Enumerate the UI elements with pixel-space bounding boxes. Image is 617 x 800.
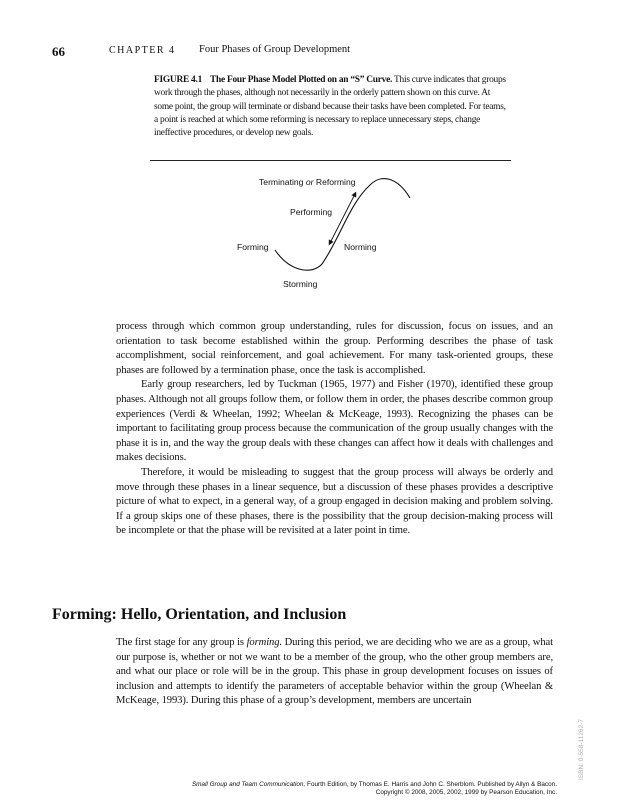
terminating-reforming-label: Terminating or Reforming <box>259 177 356 187</box>
section-body <box>116 636 553 709</box>
paragraph: The first stage for any group is forming. During this period, we are deciding who we are as a group, what our purpose is, whether or not we want to be a member of the group, who the other group members are, and what our place or role will be in the group. This phase in group development focuses on issues of inclusion and attempts to identify the parameters of acceptable behavior within the group (Wheelan & McKeage, 1993). During this phase of a group’s development, members are uncertain <box>116 637 553 707</box>
running-header <box>52 44 572 60</box>
performing-label: Performing <box>290 207 333 217</box>
figure-caption-text: This curve indicates that groups work through the phases, although not necessarily in the orderly pattern shown on this curve. At some point, the group will terminate or disband because their tasks have been completed. For teams, a point is reached at which some reforming is necessary to replace unnecessary steps, change ineffective procedures, or develop new goals. <box>154 75 506 139</box>
figure-caption-label: FIGURE 4.1 The Four Phase Model Plotted on an “S” Curve. <box>154 75 393 85</box>
s-curve-line <box>275 179 410 271</box>
emphasis-term: forming. <box>246 637 282 648</box>
s-curve-figure <box>150 168 511 298</box>
page-number: 66 <box>52 44 65 59</box>
page-footer: Small Group and Team Communication, Fourth Edition, by Thomas E. Harris and John C. Sherblom. Published by Allyn & Bacon. Copyright © 2008, 2005, 2002, 1999 by Pearson Education, Inc. <box>191 781 557 796</box>
figure-caption-title: The Four Phase Model Plotted on an “S” Curve. <box>210 75 393 85</box>
forming-label: Forming <box>237 242 269 252</box>
footer-book-title: Small Group and Team Communication, <box>191 781 306 788</box>
paragraph: process through which common group understanding, rules for discussion, focus on issues, and an orientation to task become established within the group. Performing describes the phase of task accomplishment, social reinforcement, and goal achievement. For many task-oriented groups, these phases are followed by a termination phase, once the task is accomplished. <box>116 321 553 376</box>
footer-copyright: Copyright © 2008, 2005, 2002, 1999 by Pearson Education, Inc. <box>375 789 557 796</box>
reforming-arrow <box>330 194 355 243</box>
storming-label: Storming <box>283 279 318 289</box>
isbn-side-text: ISBN: 0-558-11262-7 <box>578 719 585 780</box>
chapter-title: Four Phases of Group Development <box>199 44 351 55</box>
section-heading: Forming: Hello, Orientation, and Inclusion <box>52 606 347 623</box>
paragraph: Early group researchers, led by Tuckman (1965, 1977) and Fisher (1970), identified these group phases. Although not all groups follow them, or follow them in order, the phases describe common group experiences (Verdi & Wheelan, 1992; Wheelan & McKeage, 1993). Recognizing the phases can be important to facilitating group process because the communication of the group usually changes with the phase it is in, and the way the group deals with these changes can affect how it deals with challenges and makes decisions. <box>116 379 553 464</box>
norming-label: Norming <box>344 242 377 252</box>
figure-divider <box>150 160 511 161</box>
body-text <box>116 320 553 539</box>
paragraph: Therefore, it would be misleading to suggest that the group process will always be orderly and move through these phases in a linear sequence, but a discussion of these phases provides a descriptive picture of what to expect, in a general way, of a group engaged in decision making and problem solving. If a group skips one of these phases, there is the possibility that the group decision-making process will be incomplete or that the phase will be revisited at a later point in time. <box>116 466 553 537</box>
s-curve-diagram <box>150 168 511 298</box>
chapter-label: CHAPTER 4 <box>109 45 176 56</box>
figure-caption <box>154 74 510 140</box>
